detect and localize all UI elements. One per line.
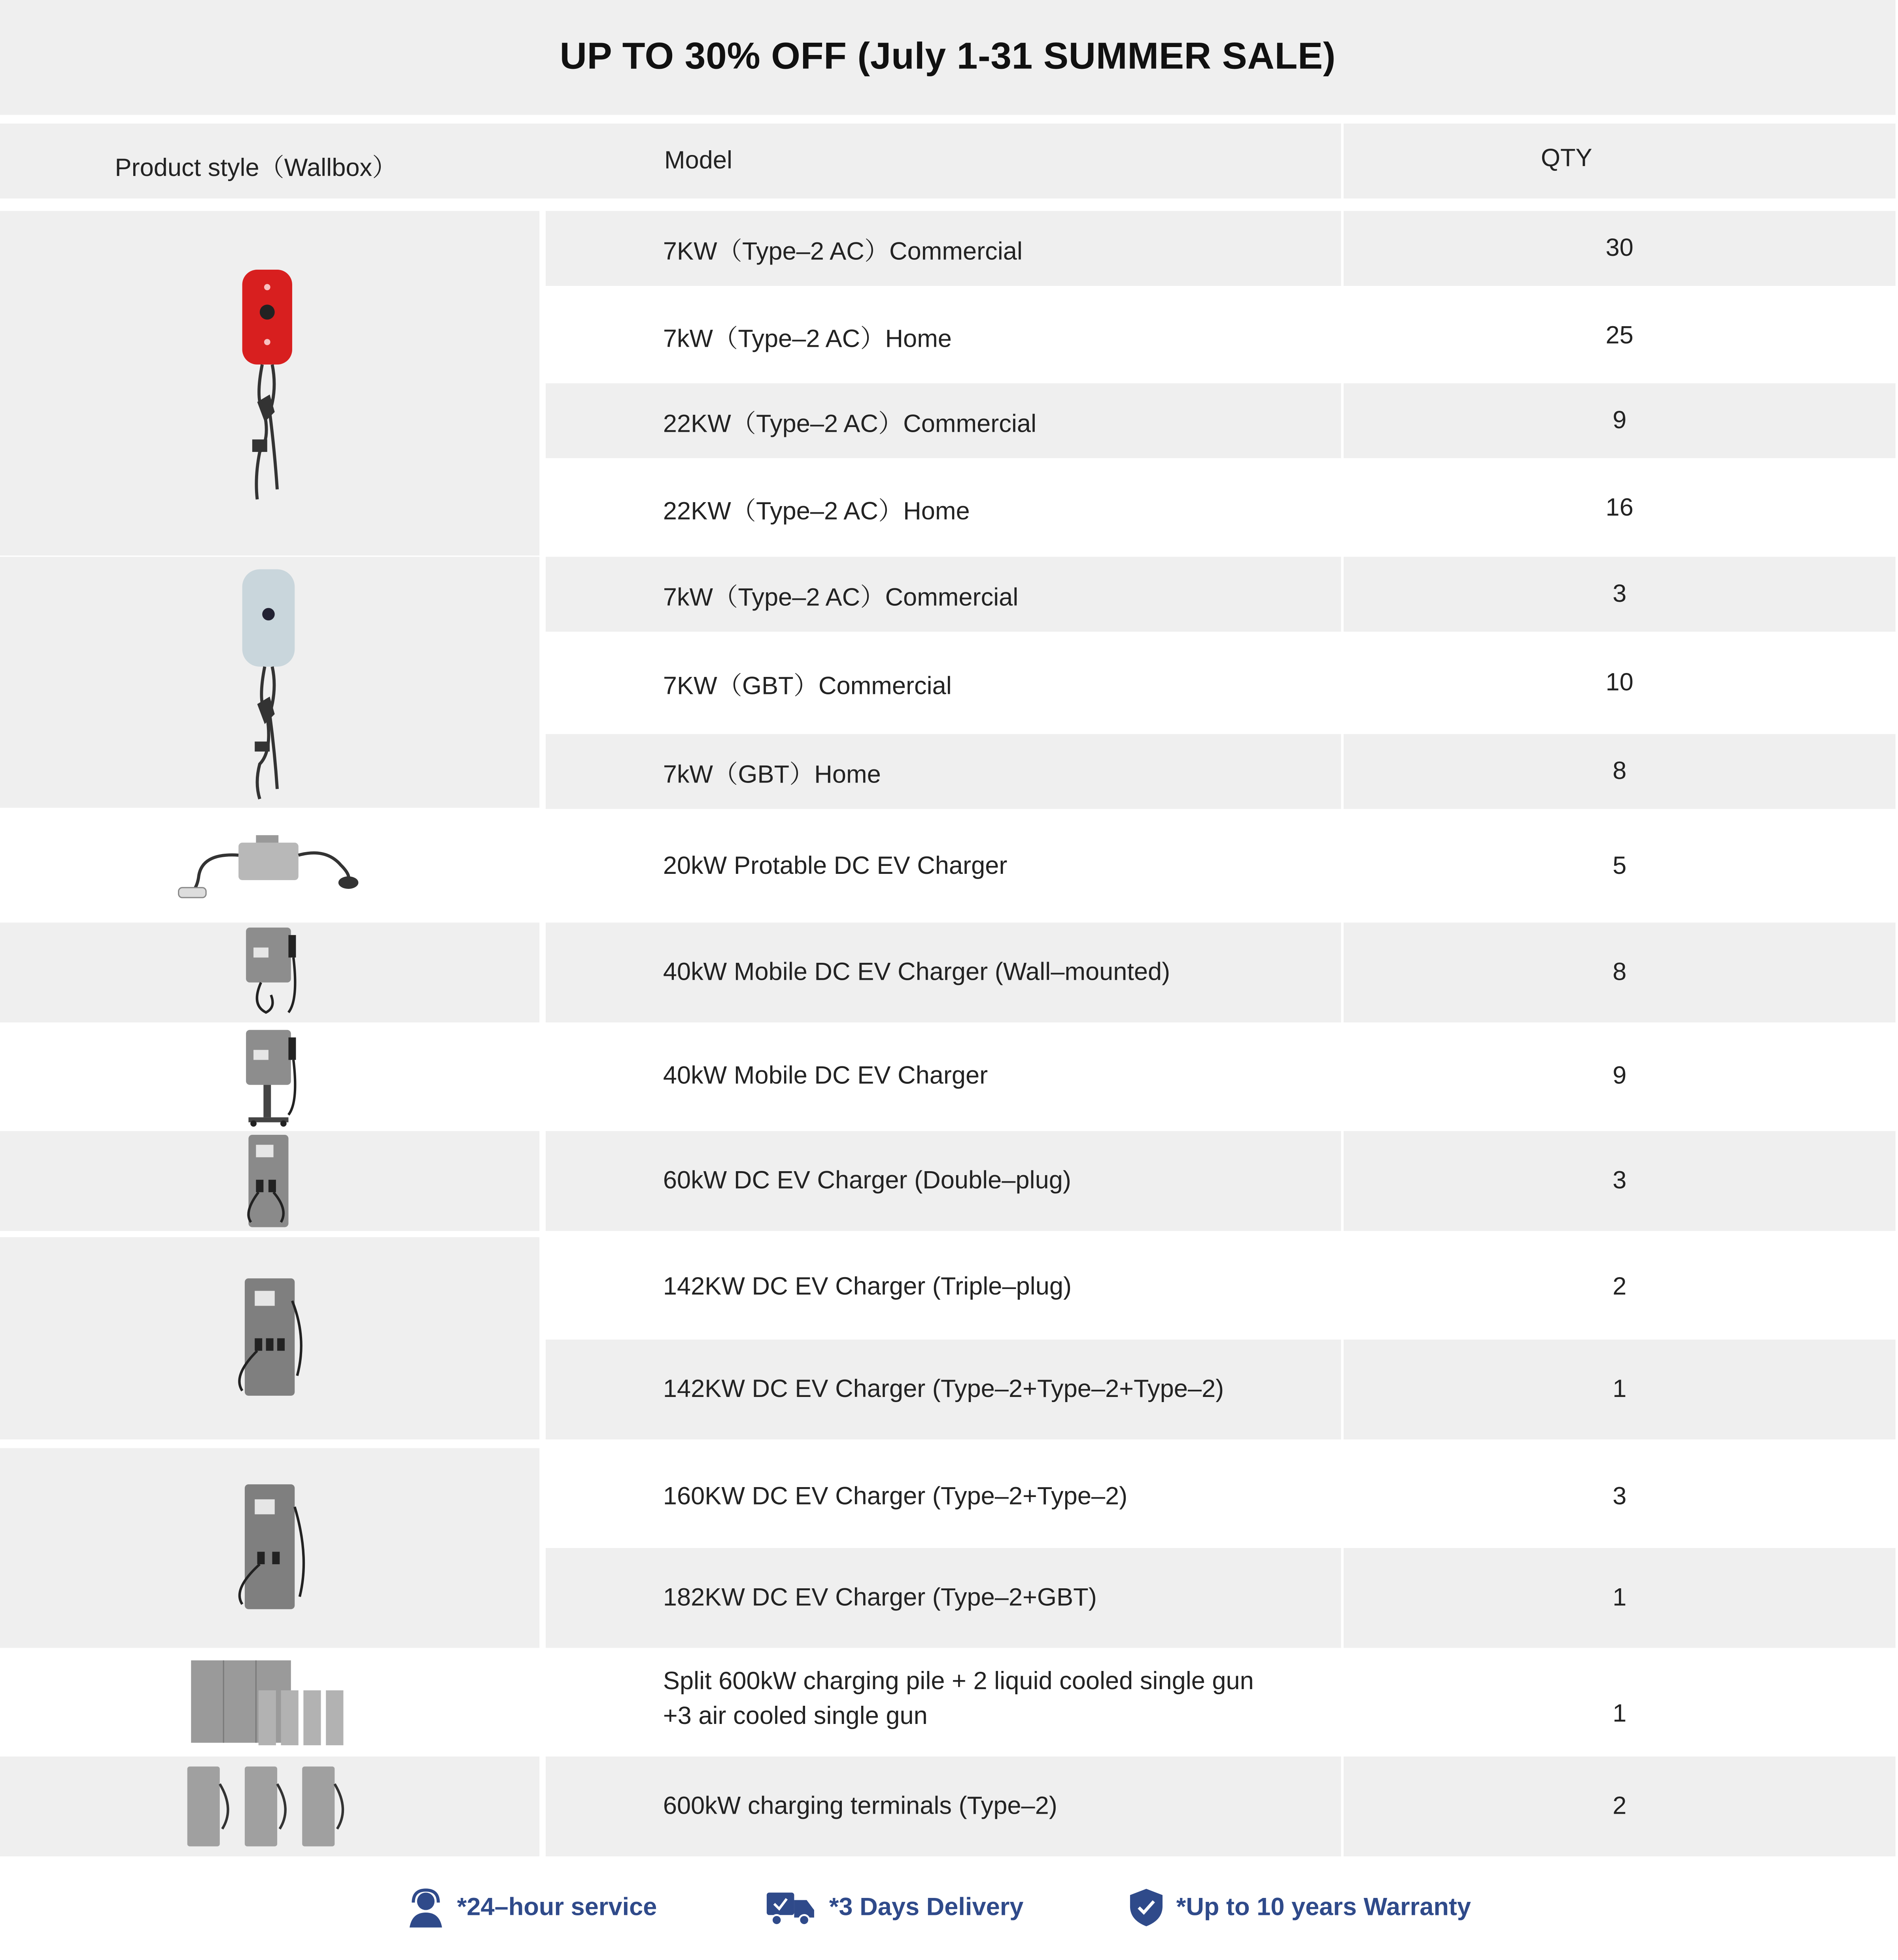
qty-value: 2 — [1613, 1272, 1627, 1300]
model-name: 7kW（Type–2 AC）Commercial — [663, 584, 1019, 611]
qty-cell — [1344, 922, 1896, 1023]
model-name: 7KW（Type–2 AC）Commercial — [663, 238, 1023, 265]
qty-cell — [1344, 1237, 1896, 1337]
product-cell-160kw-dc — [0, 1448, 539, 1648]
table-row — [546, 1025, 1341, 1128]
footer-warranty-label: *Up to 10 years Warranty — [1176, 1893, 1471, 1921]
table-row — [546, 1131, 1341, 1231]
service-footer — [0, 1860, 1896, 1960]
table-row — [546, 1756, 1341, 1856]
qty-value: 25 — [1605, 321, 1633, 349]
portable-dc-charger-icon — [176, 827, 363, 902]
qty-cell — [1344, 1700, 1896, 1738]
product-cell-mobile-dc — [0, 1025, 539, 1128]
qty-cell — [1344, 461, 1896, 556]
table-row — [546, 383, 1341, 458]
mobile-dc-charger-icon — [238, 1027, 301, 1127]
table-row — [546, 1237, 1341, 1337]
model-name: 142KW DC EV Charger (Triple–plug) — [663, 1272, 1072, 1300]
table-row — [546, 734, 1341, 809]
model-name: 7kW（Type–2 AC）Home — [663, 325, 952, 353]
qty-value: 5 — [1613, 852, 1627, 880]
qty-value: 8 — [1613, 757, 1627, 785]
qty-cell — [1344, 211, 1896, 286]
model-name: 182KW DC EV Charger (Type–2+GBT) — [663, 1584, 1097, 1611]
table-row — [546, 1548, 1341, 1648]
product-cell-split-600kw — [0, 1650, 539, 1754]
product-cell-wall-mounted-dc — [0, 922, 539, 1023]
qty-value: 1 — [1613, 1700, 1627, 1728]
qty-value: 1 — [1613, 1584, 1627, 1611]
sale-banner — [0, 0, 1896, 115]
table-row — [546, 634, 1341, 731]
table-row — [546, 922, 1341, 1023]
model-name: 7kW（GBT）Home — [663, 761, 881, 788]
qty-value: 3 — [1613, 580, 1627, 608]
footer-item-warranty — [1129, 1888, 1471, 1928]
table-row — [546, 1340, 1341, 1440]
double-plug-dc-charger-icon — [238, 1132, 301, 1230]
product-cell-red-wallbox — [0, 211, 539, 556]
table-row — [546, 557, 1341, 631]
model-name: 7KW（GBT）Commercial — [663, 672, 952, 700]
dual-plug-160kw-charger-icon — [230, 1482, 310, 1614]
model-name: 600kW charging terminals (Type–2) — [663, 1792, 1057, 1820]
qty-cell — [1344, 1340, 1896, 1440]
600kw-charging-terminals-icon — [182, 1759, 357, 1854]
table-row — [546, 1448, 1341, 1545]
qty-value: 8 — [1613, 958, 1627, 986]
sale-title: UP TO 30% OFF (July 1-31 SUMMER SALE) — [560, 36, 1336, 77]
table-row — [546, 811, 1341, 921]
table-row — [546, 461, 1341, 556]
qty-value: 10 — [1605, 668, 1633, 696]
qty-value: 30 — [1605, 234, 1633, 262]
footer-service-label: *24–hour service — [457, 1893, 657, 1921]
header-qty: QTY — [1541, 145, 1592, 172]
model-name: 22KW（Type–2 AC）Commercial — [663, 410, 1037, 438]
wall-mounted-dc-charger-icon — [238, 925, 301, 1020]
product-cell-600kw-terminals — [0, 1756, 539, 1856]
qty-cell — [1344, 634, 1896, 731]
headset-support-icon — [407, 1888, 444, 1928]
triple-plug-dc-charger-icon — [230, 1276, 310, 1401]
shield-check-icon — [1129, 1888, 1164, 1928]
qty-value: 9 — [1613, 406, 1627, 434]
qty-cell — [1344, 734, 1896, 809]
footer-delivery-label: *3 Days Delivery — [829, 1893, 1024, 1921]
qty-value: 16 — [1605, 493, 1633, 522]
footer-item-service — [407, 1888, 657, 1928]
model-name: 20kW Protable DC EV Charger — [663, 852, 1008, 880]
qty-cell — [1344, 557, 1896, 631]
qty-cell — [1344, 811, 1896, 921]
qty-value: 2 — [1613, 1792, 1627, 1820]
header-model: Model — [664, 147, 733, 175]
table-row — [546, 288, 1341, 383]
qty-cell — [1344, 383, 1896, 458]
product-cell-triple-plug-dc — [0, 1237, 539, 1439]
qty-cell — [1344, 1756, 1896, 1856]
qty-cell — [1344, 1025, 1896, 1128]
footer-item-delivery — [764, 1888, 1024, 1928]
header-product-style: Product style（Wallbox） — [115, 155, 397, 182]
model-name: 60kW DC EV Charger (Double–plug) — [663, 1166, 1071, 1194]
table-row — [546, 211, 1341, 286]
model-name: 160KW DC EV Charger (Type–2+Type–2) — [663, 1482, 1128, 1510]
model-name: 40kW Mobile DC EV Charger (Wall–mounted) — [663, 958, 1170, 986]
model-name: 142KW DC EV Charger (Type–2+Type–2+Type–2) — [663, 1375, 1224, 1403]
qty-value: 3 — [1613, 1166, 1627, 1194]
product-cell-portable-dc — [0, 809, 539, 920]
table-row — [546, 1650, 1341, 1754]
model-name-line-1: Split 600kW charging pile + 2 liquid cooled single gun — [663, 1668, 1254, 1695]
qty-cell — [1344, 1448, 1896, 1545]
qty-cell — [1344, 288, 1896, 383]
model-name: 22KW（Type–2 AC）Home — [663, 497, 970, 525]
qty-value: 3 — [1613, 1482, 1627, 1510]
light-blue-ac-wallbox-icon — [232, 564, 307, 801]
qty-cell — [1344, 1548, 1896, 1648]
delivery-truck-icon — [764, 1888, 817, 1928]
product-cell-double-plug-dc — [0, 1131, 539, 1231]
qty-value: 1 — [1613, 1375, 1627, 1403]
qty-cell — [1344, 1131, 1896, 1231]
product-cell-blue-wallbox — [0, 557, 539, 808]
header-qty-cell — [1344, 124, 1896, 198]
model-name-line-2: +3 air cooled single gun — [663, 1703, 928, 1731]
qty-value: 9 — [1613, 1062, 1627, 1090]
model-name: 40kW Mobile DC EV Charger — [663, 1062, 988, 1090]
red-ac-wallbox-icon — [232, 265, 307, 502]
split-600kw-charging-pile-icon — [189, 1657, 351, 1747]
